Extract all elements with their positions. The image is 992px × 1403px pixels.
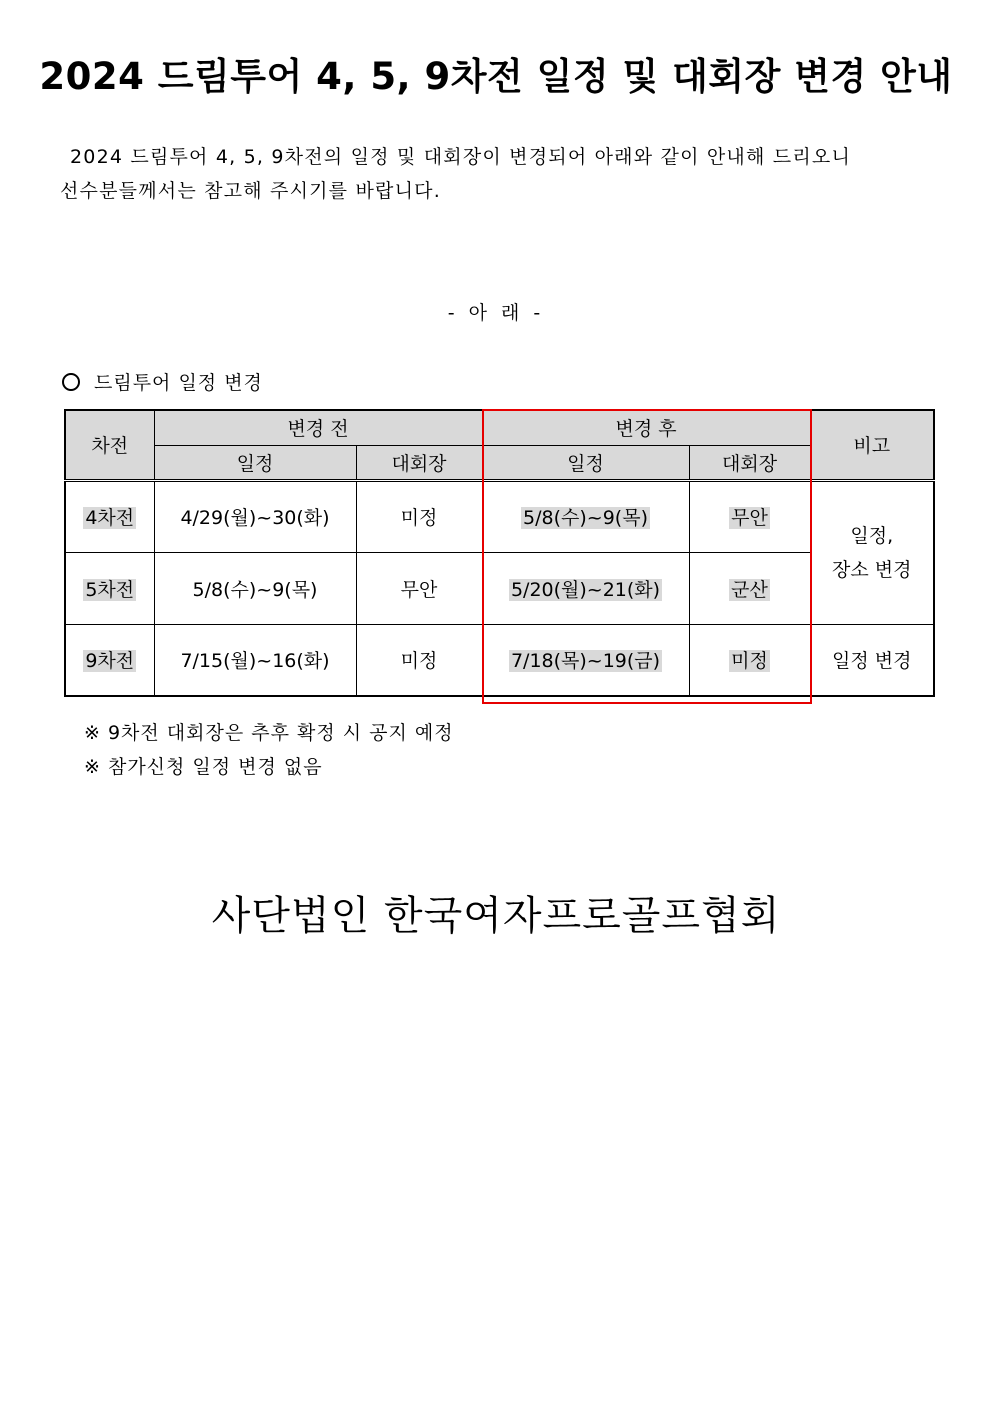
remark-cell [810,480,934,624]
header-before-schedule: 일정 [154,445,356,480]
after-schedule-cell: 5/20(월)~21(화) [482,552,689,624]
schedule-table [64,409,935,697]
after-schedule-cell: 5/8(수)~9(목) [482,480,689,552]
remark-cell: 일정 변경 [810,624,934,696]
after-venue-cell: 무안 [689,480,810,552]
table-row [65,624,934,696]
header-before-venue: 대회장 [356,445,482,480]
remark-line-1: 일정, [850,524,894,547]
round-cell: 5차전 [65,552,154,624]
before-venue-cell: 미정 [356,624,482,696]
before-venue-cell: 무안 [356,552,482,624]
section-heading [62,368,263,395]
before-schedule-cell: 7/15(월)~16(화) [154,624,356,696]
organization-name: 사단법인 한국여자프로골프협회 [211,893,781,939]
before-schedule-cell: 5/8(수)~9(목) [154,552,356,624]
header-before: 변경 전 [154,410,482,445]
header-after-venue: 대회장 [689,445,810,480]
remark-line-2: 장소 변경 [832,558,912,581]
round-cell: 9차전 [65,624,154,696]
after-schedule-cell: 7/18(목)~19(금) [482,624,689,696]
section-heading-text: 드림투어 일정 변경 [94,372,263,394]
header-after-schedule: 일정 [482,445,689,480]
before-schedule-cell: 4/29(월)~30(화) [154,480,356,552]
table-row [65,552,934,624]
table-row [65,480,934,552]
intro-line-1: 2024 드림투어 4, 5, 9차전의 일정 및 대회장이 변경되어 아래와 같이 안내해 드리오니 [70,146,851,168]
note-registration-unchanged: ※ 참가신청 일정 변경 없음 [84,756,323,778]
header-round: 차전 [65,410,154,480]
intro-line-2: 선수분들께서는 참고해 주시기를 바랍니다. [60,180,441,202]
note-venue-tbd: ※ 9차전 대회장은 추후 확정 시 공지 예정 [84,722,454,744]
round-cell: 4차전 [65,480,154,552]
after-venue-cell: 군산 [689,552,810,624]
document-title: 2024 드림투어 4, 5, 9차전 일정 및 대회장 변경 안내 [39,55,953,98]
header-after: 변경 후 [482,410,810,445]
intro-paragraph [60,140,932,208]
before-venue-cell: 미정 [356,480,482,552]
circle-bullet-icon [62,373,80,391]
header-remark: 비고 [810,410,934,480]
after-venue-cell: 미정 [689,624,810,696]
below-marker: - 아 래 - [447,302,545,324]
